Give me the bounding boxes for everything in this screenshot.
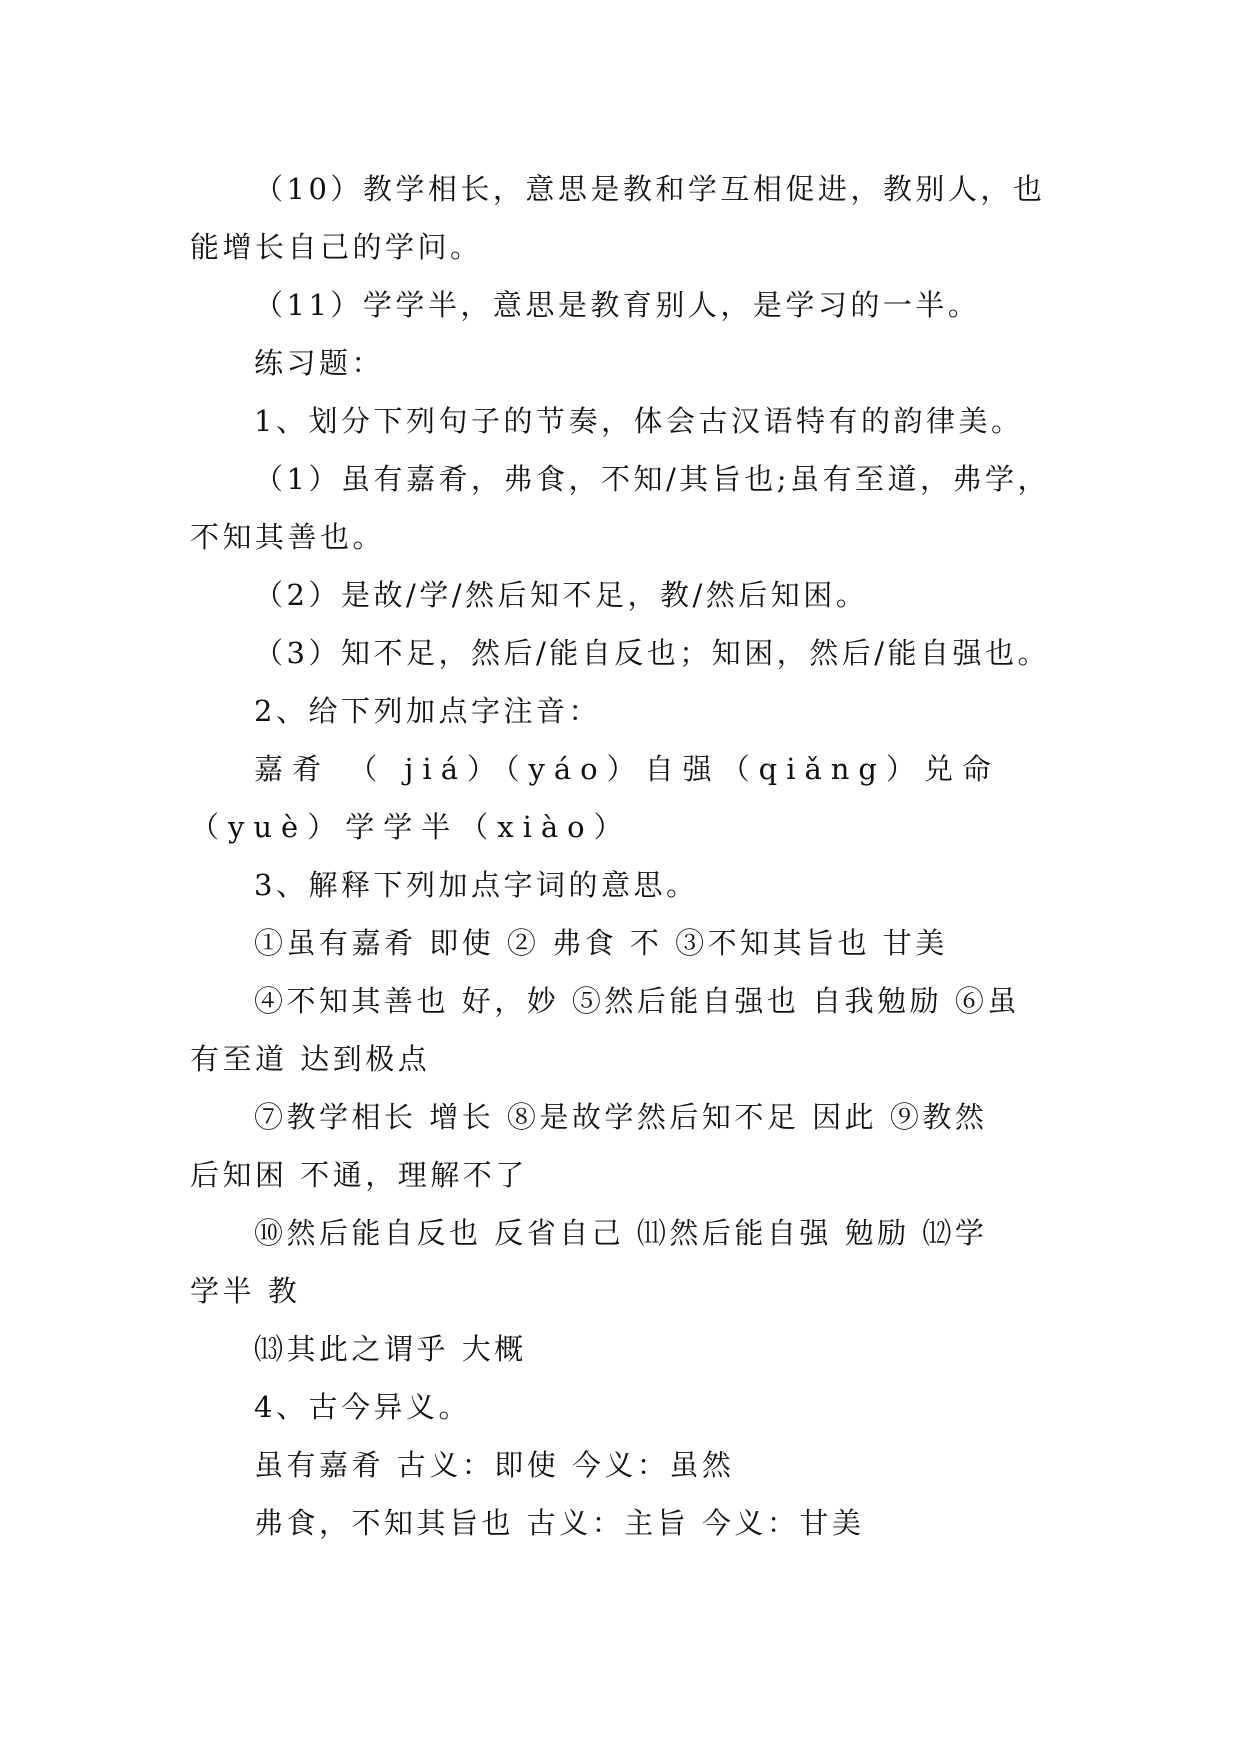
text-line: 练习题： <box>254 346 385 380</box>
text-line: 1、划分下列句子的节奏，体会古汉语特有的韵律美。 <box>254 404 1024 438</box>
text-line: （yuè）学学半（xiào） <box>190 810 632 844</box>
text-line: 学半 教 <box>190 1274 301 1308</box>
text-line: 弗食，不知其旨也 古义：主旨 今义：甘美 <box>254 1506 865 1540</box>
text-line: 嘉肴 （ jiá）（yáo）自强（qiǎng）兑命 <box>254 752 1000 786</box>
text-line: 有至道 达到极点 <box>190 1042 431 1076</box>
text-line: 虽有嘉肴 古义：即使 今义：虽然 <box>254 1448 735 1482</box>
text-line: ⒀其此之谓乎 大概 <box>254 1332 527 1366</box>
text-line: 4、古今异义。 <box>254 1390 471 1424</box>
text-line: 3、解释下列加点字词的意思。 <box>254 868 699 902</box>
text-line: （2）是故/学/然后知不足，教/然后知困。 <box>254 578 869 612</box>
document-body <box>190 160 1070 1552</box>
text-line: 能增长自己的学问。 <box>190 230 483 264</box>
text-line: ⑦教学相长 增长 ⑧是故学然后知不足 因此 ⑨教然 <box>254 1100 988 1134</box>
text-line: （10）教学相长，意思是教和学互相促进，教别人，也 <box>254 172 1046 206</box>
text-line: （3）知不足，然后/能自反也；知困，然后/能自强也。 <box>254 636 1050 670</box>
text-line: ①虽有嘉肴 即使 ② 弗食 不 ③不知其旨也 甘美 <box>254 926 948 960</box>
text-line: 2、给下列加点字注音： <box>254 694 601 728</box>
text-line: ⑩然后能自反也 反省自己 ⑾然后能自强 勉励 ⑿学 <box>254 1216 988 1250</box>
text-line: ④不知其善也 好，妙 ⑤然后能自强也 自我勉励 ⑥虽 <box>254 984 1020 1018</box>
text-line: （11）学学半，意思是教育别人，是学习的一半。 <box>254 288 981 322</box>
text-line: 不知其善也。 <box>190 520 386 554</box>
text-line: 后知困 不通，理解不了 <box>190 1158 528 1192</box>
text-line: （1）虽有嘉肴，弗食，不知/其旨也;虽有至道，弗学， <box>254 462 1050 496</box>
